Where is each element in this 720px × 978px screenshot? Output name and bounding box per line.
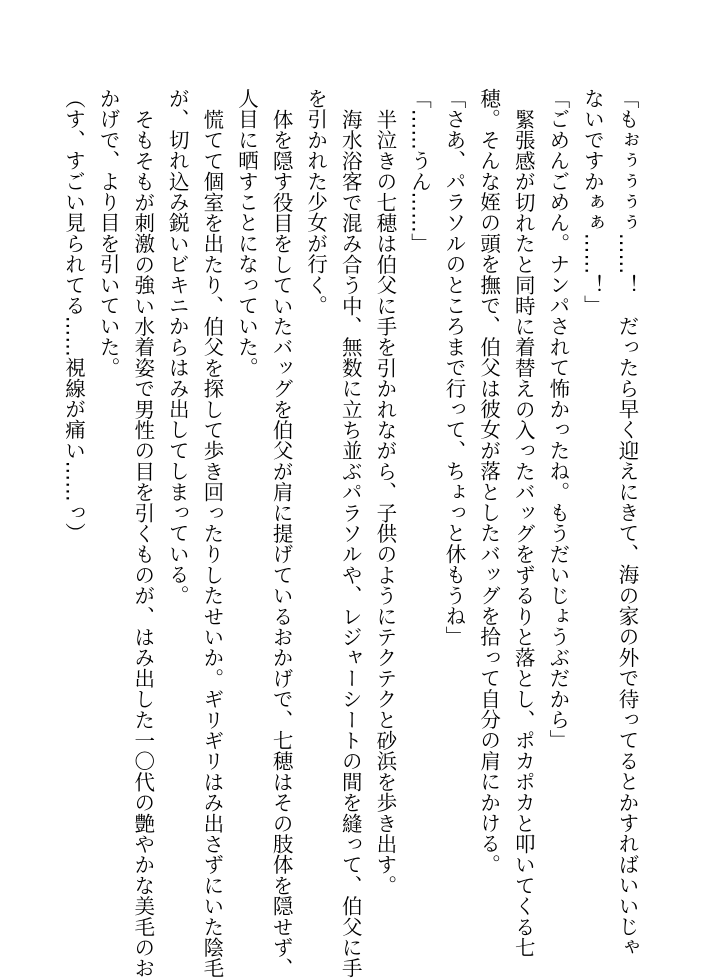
text-line: 「……うん……」 <box>407 88 432 254</box>
text-line: そもそもが刺激の強い水着姿で男性の目を引くものが、はみ出した一〇代の艶やかな美毛のお <box>130 108 155 978</box>
text-line: を引かれた少女が行く。 <box>303 88 328 316</box>
text-line: 「ごめんごめん。ナンパされて怖かったね。もうだいじょうぶだから」 <box>545 88 570 751</box>
text-line: 緊張感が切れたと同時に着替えの入ったバッグをずるりと落とし、ポカポカと叩いてくる七 <box>511 108 536 958</box>
text-line: が、切れ込み鋭いビキニからはみ出してしまっている。 <box>165 88 190 606</box>
text-line: 「もぉぅぅぅぅ……！ だったら早く迎えにきて、海の家の外で待ってるとかすればいいじゃ <box>615 88 639 958</box>
text-line: 「さあ、パラソルのところまで行って、ちょっと休もうね」 <box>442 88 467 647</box>
text-line: 人目に晒すことになっていた。 <box>234 88 259 378</box>
text-line: 半泣きの七穂は伯父に手を引かれながら、子供のようにテクテクと砂浜を歩き出す。 <box>372 108 397 896</box>
text-line: 慌てて個室を出たり、伯父を探して歩き回ったりしたせいか。ギリギリはみ出さずにいた陰毛 <box>199 108 224 978</box>
text-line: ないですかぁぁ……！」 <box>580 88 605 316</box>
text-line: 体を隠す役目をしていたバッグを伯父が肩に提げているおかげで、七穂はその肢体を隠せず、 <box>269 108 294 978</box>
vertical-text-body <box>61 88 644 978</box>
text-line: 穂。そんな姪の頭を撫で、伯父は彼女が落としたバッグを拾って自分の肩にかける。 <box>476 88 501 875</box>
text-line: 海水浴客で混み合う中、無数に立ち並ぶパラソルや、レジャーシートの間を縫って、伯父に手 <box>338 108 363 978</box>
text-line: かげで、より目を引いていた。 <box>96 88 121 378</box>
text-line: （す、すごい見られてる……視線が痛い……っ） <box>61 88 86 544</box>
